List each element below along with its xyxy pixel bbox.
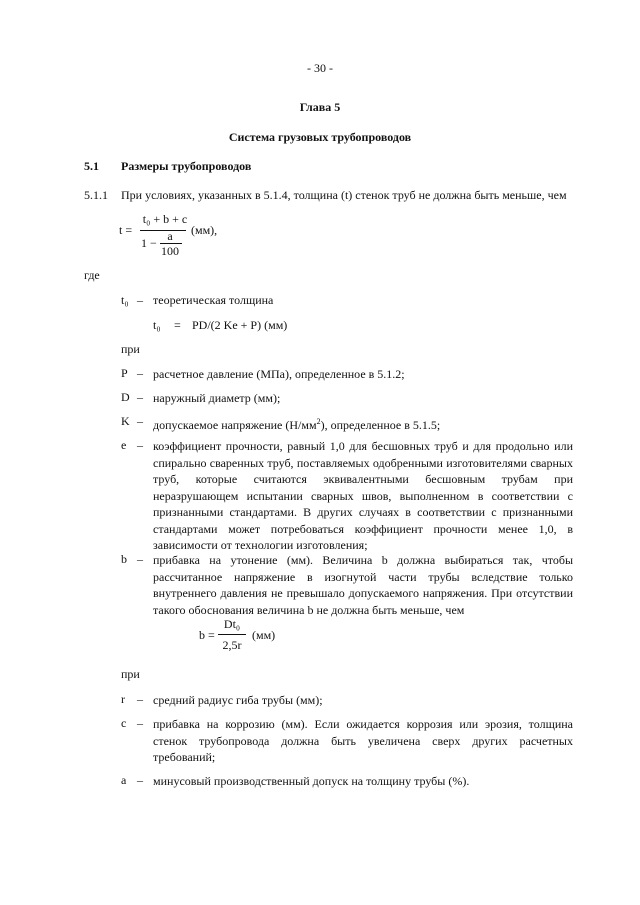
- def-dash: –: [137, 366, 143, 380]
- def-text-e: коэффициент прочности, равный 1,0 для бесшовных труб и для продольно или спирально сваренных труб, поставляемых одобренными изготовителями сварных труб, которые считаются эквивалентными бесшовным трубам при неразрушающем испытании сварных швов, выполненном в соответствии с признанными стандартами. В других случаях в соответствии с признанными стандартами может потребоваться коэффициент прочности менее 1,0, в зависимости от технологии изготовления;: [153, 439, 573, 552]
- def-text-d: наружный диаметр (мм);: [153, 391, 281, 405]
- def-symbol-e: e: [121, 438, 127, 452]
- formula2-numerator: Dt₀: [223, 617, 241, 631]
- def-text-k-sup: 2: [316, 417, 321, 426]
- def-symbol-p: P: [121, 366, 128, 380]
- def-dash: –: [137, 293, 143, 307]
- pri-label-2: при: [121, 667, 140, 681]
- formula2-lhs: b =: [199, 628, 215, 642]
- where-label: где: [84, 268, 100, 282]
- pri-label: при: [121, 342, 140, 356]
- def-text-b: прибавка на утонение (мм). Величина b должна выбираться так, чтобы рассчитанное напряжение в изогнутой части трубы вследствие только внутреннего давления не превышало допускаемого напряжения. При отсутствии такого обоснования величина b не должна быть меньше, чем: [153, 553, 573, 617]
- t0-formula-lhs: t₀: [153, 318, 161, 332]
- def-text-r: средний радиус гиба трубы (мм);: [153, 693, 323, 707]
- def-symbol-d: D: [121, 390, 130, 404]
- formula1-denominator-prefix: 1 −: [141, 236, 157, 250]
- def-symbol-t0: t₀: [121, 293, 129, 307]
- t0-formula-rhs: PD/(2 Ke + P) (мм): [192, 318, 288, 332]
- def-symbol-a: a: [121, 773, 127, 787]
- subsection-number: 5.1.1: [84, 188, 108, 202]
- chapter-title: Система грузовых трубопроводов: [228, 130, 412, 144]
- def-symbol-c: c: [121, 716, 127, 730]
- def-dash: –: [137, 414, 143, 428]
- section-title: Размеры трубопроводов: [121, 159, 252, 173]
- def-text-k: [153, 414, 573, 434]
- def-dash: –: [137, 773, 143, 787]
- formula1-lhs: t =: [119, 223, 133, 237]
- def-dash: –: [137, 716, 143, 730]
- def-dash: –: [137, 552, 143, 566]
- def-symbol-b: b: [121, 552, 127, 566]
- def-text-k-after: ), определенное в 5.1.5;: [320, 418, 441, 432]
- page-number: - 30 -: [307, 61, 333, 75]
- chapter-heading: Глава 5: [299, 100, 341, 114]
- formula2-unit: (мм): [252, 628, 276, 642]
- def-text-p: расчетное давление (МПа), определенное в 5.1.2;: [153, 367, 405, 381]
- def-dash: –: [137, 390, 143, 404]
- formula2-denominator: 2,5r: [222, 638, 242, 652]
- t0-formula-eq: =: [174, 318, 181, 332]
- def-dash: –: [137, 438, 143, 452]
- formula1-numerator: t₀ + b + c: [142, 212, 188, 226]
- formula1-denominator-den: 100: [161, 244, 179, 258]
- formula1-unit: (мм),: [191, 223, 218, 237]
- formula1-denominator-num: a: [167, 229, 173, 243]
- def-text-t0: теоретическая толщина: [153, 293, 274, 307]
- def-text-c: прибавка на коррозию (мм). Если ожидается коррозия или эрозия, толщина стенок трубопровода должна быть увеличена сверх других расчетных требований;: [153, 717, 573, 764]
- formula2-fraction-bar: [218, 634, 246, 635]
- def-symbol-k: K: [121, 414, 130, 428]
- def-symbol-r: r: [121, 692, 125, 706]
- subsection-text: При условиях, указанных в 5.1.4, толщина (t) стенок труб не должна быть меньше, чем: [121, 188, 567, 202]
- def-dash: –: [137, 692, 143, 706]
- section-number: 5.1: [84, 159, 99, 173]
- def-text-k-before: допускаемое напряжение (Н/мм: [153, 418, 317, 432]
- def-text-a: минусовый производственный допуск на толщину трубы (%).: [153, 774, 470, 788]
